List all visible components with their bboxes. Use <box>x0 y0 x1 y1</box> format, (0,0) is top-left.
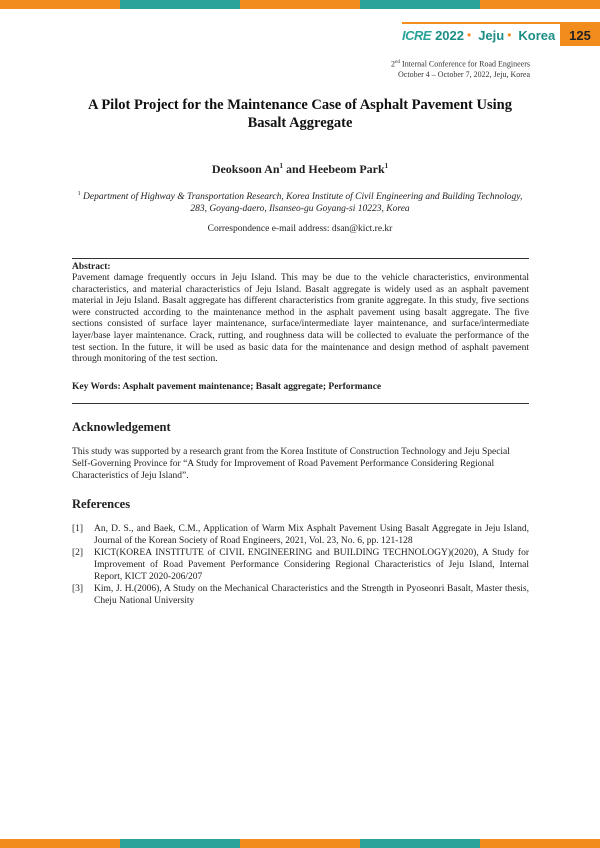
stripe-segment <box>360 0 480 9</box>
correspondence-email: Correspondence e-mail address: dsan@kict.re.kr <box>207 224 393 234</box>
conference-dates: October 4 – October 7, 2022, Jeju, Korea <box>398 69 530 79</box>
conference-place-jeju: Jeju <box>478 27 505 43</box>
divider <box>72 258 529 259</box>
references-list <box>72 523 529 607</box>
separator-dot: • <box>466 28 472 42</box>
icre-logo: ICRE <box>402 27 432 43</box>
stripe-segment <box>120 0 240 9</box>
stripe-segment <box>480 839 600 848</box>
conference-name: 2nd Internal Conference for Road Engineers <box>391 59 530 69</box>
author-name: Heebeom Park <box>308 162 385 176</box>
stripe-segment <box>480 0 600 9</box>
divider <box>72 403 529 404</box>
stripe-segment <box>120 839 240 848</box>
stripe-segment <box>240 839 360 848</box>
reference-item: [2] KICT(KOREA INSTITUTE of CIVIL ENGINEERING and BUILDING TECHNOLOGY)(2020), A Study for Improvement of Road Pavement Performance Considering Regional Characteristics of Jeju Island, Internal Report, KICT 2020-206/207 <box>72 548 529 582</box>
bottom-color-stripe <box>0 839 600 848</box>
acknowledgement-heading: Acknowledgement <box>72 420 171 434</box>
affiliation: $^1$ Department of Highway & Transportation Research, Korea Institute of Civil Engineering and Building Technology, 283, Goyang-daero, Ilsanseo-gu Goyang-si 10223, Korea <box>77 191 523 215</box>
separator-dot: • <box>507 28 512 42</box>
keywords: Key Words: Asphalt pavement maintenance; Basalt aggregate; Performance <box>72 382 382 392</box>
abstract-heading: Abstract: <box>72 262 111 272</box>
abstract-body: Pavement damage frequently occurs in Jeju Island. This may be due to the vehicle characteristics, environmental characteristics, and material characteristics of Jeju Island. Basalt aggregate is widely used as an asphalt pavement material in Jeju Island. Basalt aggregate has different characteristics from granite aggregate. In this study, five sections were constructed according to the maintenance method in the asphalt pavement using basalt aggregate. The five sections consisted of surface layer maintenance, surface/intermediate layer maintenance, and surface/intermediate layer/base layer maintenance. Crack, rutting, and roughness data will be collected to evaluate the performance of the test section. In the future, it will be used as basic data for the maintenance and design method of asphalt pavement through monitoring of the test section. <box>72 273 529 365</box>
page-number: 125 <box>560 24 600 46</box>
stripe-segment <box>360 839 480 848</box>
stripe-segment <box>240 0 360 9</box>
conference-brand <box>402 22 555 44</box>
stripe-segment <box>0 839 120 848</box>
references-heading: References <box>72 497 131 511</box>
author-name: Deoksoon An <box>211 162 280 176</box>
acknowledgement-body: This study was supported by a research grant from the Korea Institute of Construction Technology and Jeju Special Self-Governing Province for “A Study for Improvement of Road Pavement Performance Considering Regional Characteristics of Jeju Island”. <box>72 447 510 482</box>
conference-info <box>391 58 530 80</box>
conference-year: 2022 <box>435 27 464 43</box>
paper-title: A Pilot Project for the Maintenance Case of Asphalt Pavement Using Basalt Aggregate <box>88 97 512 131</box>
reference-item: [1] An, D. S., and Baek, C.M., Application of Warm Mix Asphalt Pavement Using Basalt Aggregate in Jeju Island, Journal of the Korean Society of Road Engineers, 2021, Vol. 23, No. 6, pp. 121-128 <box>72 524 529 546</box>
stripe-segment <box>0 0 120 9</box>
conference-place-korea: Korea <box>518 27 556 43</box>
reference-item: [3] Kim, J. H.(2006), A Study on the Mechanical Characteristics and the Strength in Pyoseonri Basalt, Master thesis, Cheju National University <box>72 584 529 606</box>
authors: Deoksoon An$^1$ and Heebeom Park$^1$ <box>211 162 389 176</box>
top-color-stripe <box>0 0 600 9</box>
